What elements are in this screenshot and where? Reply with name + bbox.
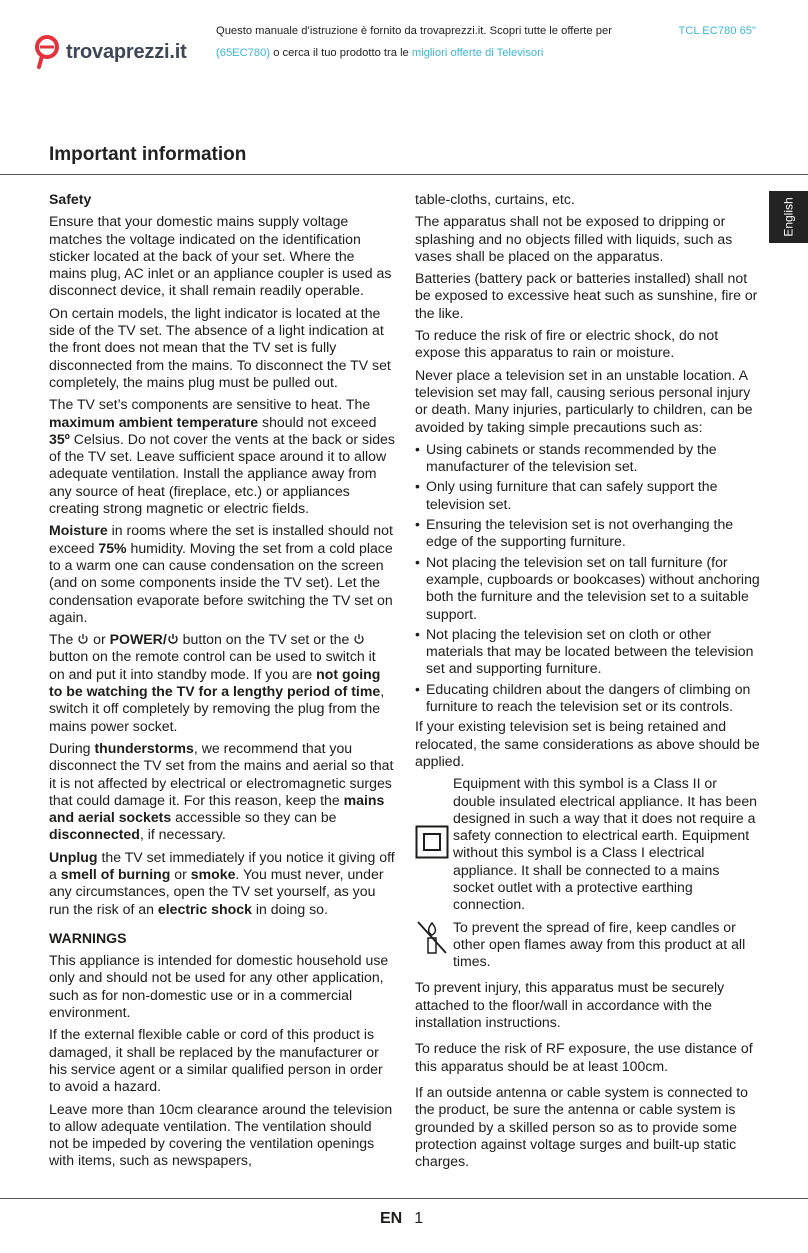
page-footer [380,1210,423,1228]
no-open-flame-icon [415,919,449,955]
list-item: • Ensuring the television set is not overhanging the edge of the supporting furniture. [415,516,762,551]
class-ii-notice [415,775,762,913]
heat-paragraph: The TV set’s components are sensitive to heat. The maximum ambient temperature should not exceed 35º Celsius. Do not cover the vents at the back or sides of the TV set. Leave sufficient space around it to allow adequate ventilation. Install the appliance away from any source of heat (fireplace, etc.) or appliances creating strong magnetic or electric fields. [49,396,395,517]
trovaprezzi-logo-icon [34,34,62,70]
language-tab [769,191,808,243]
list-item: • Only using furniture that can safely support the television set. [415,478,762,513]
power-icon [353,633,365,645]
power-icon [77,633,89,645]
moisture-paragraph: Moisture in rooms where the set is installed should not exceed 75% humidity. Moving the set from a cold place to a warm one can cause condensation on the screen (and on some components inside the TV set). Let the condensation evaporate before switching the TV set on again. [49,522,393,625]
promo-text-mid: o cerca il tuo prodotto tra le [270,47,412,59]
right-column [415,191,762,1175]
language-tab-label: English [781,197,796,237]
page-title: Important information [49,144,247,165]
promo-banner [216,20,756,64]
language-code: EN [380,1210,403,1227]
power-paragraph: The or POWER/ button on the TV set or the button on the remote control can be used to switch it on and put it into standby mode. If you are not going to be watching the TV for a lengthy period of time, switch it off completely by removing the plug from the mains power socket. [49,631,385,734]
power-icon [167,633,179,645]
trovaprezzi-logo[interactable] [34,34,187,70]
candle-notice [415,919,762,971]
relocation-paragraph: If your existing television set is being retained and relocated, the same considerations as above should be applied. [415,718,760,769]
left-column [49,191,395,1175]
thunderstorm-paragraph: During thunderstorms, we recommend that you disconnect the TV set from the mains and aerial so that it is not affected by electrical or electromagnetic surges that could damage it. For this reason, keep the mains and aerial sockets accessible so they can be disconnected, if necessary. [49,739,394,843]
class-ii-double-square-icon [415,825,449,859]
product-link[interactable]: TCL EC780 65" [678,25,756,37]
list-item: • Educating children about the dangers of climbing on furniture to reach the television set or its controls. [415,681,762,716]
candle-text: To prevent the spread of fire, keep candles or other open flames away from this product at all times. [453,918,746,970]
class-ii-text: Equipment with this symbol is a Class II or double insulated electrical appliance. It has been designed in such a way that it does not require a safety connection to electrical earth. Equipment without this symbol is a Class I electrical appliance. It shall be connected to a mains socket outlet with a protective earthing connection. [453,775,758,913]
domestic-use-paragraph: This appliance is intended for domestic household use only and should not be used for any other application, such as for non-domestic use or in a commercial environment. [49,952,389,1021]
rf-exposure-paragraph: To reduce the risk of RF exposure, the use distance of this apparatus should be at least 100cm. [415,1040,753,1074]
offers-link[interactable]: migliori offerte di Televisori [411,47,544,59]
continued-paragraph: table-cloths, curtains, etc. [415,191,575,207]
list-item: • Not placing the television set on tall furniture (for example, cupboards or bookcases) without anchoring both the furniture and the television set to a suitable support. [415,554,762,623]
list-item: • Not placing the television set on cloth or other materials that may be located between the television set and supporting furniture. [415,626,762,678]
light-indicator-paragraph: On certain models, the light indicator is located at the side of the TV set. The absence of a light indication at the front does not mean that the TV set is fully disconnected from the mains. To disconnect the TV set completely, the mains plug must be pulled out. [49,304,391,390]
list-item: • Using cabinets or stands recommended by the manufacturer of the television set. [415,441,762,476]
batteries-paragraph: Batteries (battery pack or batteries installed) shall not be exposed to excessive heat such as sunshine, fire or the like. [415,270,758,321]
antenna-paragraph: If an outside antenna or cable system is connected to the product, be sure the antenna or cable system is grounded by a skilled person so as to provide some protection against voltage surges and built-up static charges. [415,1083,748,1170]
cable-paragraph: If the external flexible cable or cord of this product is damaged, it shall be replaced by the manufacturer or his service agent or a similar qualified person in order to avoid a hazard. [49,1026,383,1095]
product-model-link[interactable]: (65EC780) [216,47,271,59]
page-number: 1 [414,1210,424,1227]
wall-mount-paragraph: To prevent injury, this apparatus must be securely attached to the floor/wall in accordance with the installation instructions. [415,979,725,1031]
warnings-heading: WARNINGS [49,929,127,946]
unstable-location-paragraph: Never place a television set in an unstable location. A television set may fall, causing serious personal injury or death. Many injuries, particularly to children, can be avoided by taking simple precautions such as: [415,366,753,435]
safety-heading: Safety [49,191,92,207]
logo-text: trovaprezzi.it [66,40,187,63]
voltage-paragraph: Ensure that your domestic mains supply voltage matches the voltage indicated on the identification sticker located at the back of your set. Where the mains plug, AC inlet or an appliance coupler is used as disconnect device, it shall remain readily operable. [49,213,392,299]
rain-paragraph: To reduce the risk of fire or electric shock, do not expose this apparatus to rain or moisture. [415,327,719,361]
precautions-list [415,441,762,715]
dripping-paragraph: The apparatus shall not be exposed to dripping or splashing and no objects filled with liquids, such as vases shall be placed on the apparatus. [415,213,733,264]
unplug-paragraph: Unplug the TV set immediately if you notice it giving off a smell of burning or smoke. You must never, under any circumstances, open the TV set yourself, as you run the risk of an electric shock in doing so. [49,848,395,917]
clearance-paragraph: Leave more than 10cm clearance around the television to allow adequate ventilation. The ventilation should not be impeded by covering the ventilation openings with items, such as newspapers, [49,1100,393,1169]
divider-top [0,174,808,175]
promo-text: Questo manuale d’istruzione è fornito da trovaprezzi.it. Scopri tutte le offerte per [216,25,612,37]
divider-bottom [0,1198,808,1199]
